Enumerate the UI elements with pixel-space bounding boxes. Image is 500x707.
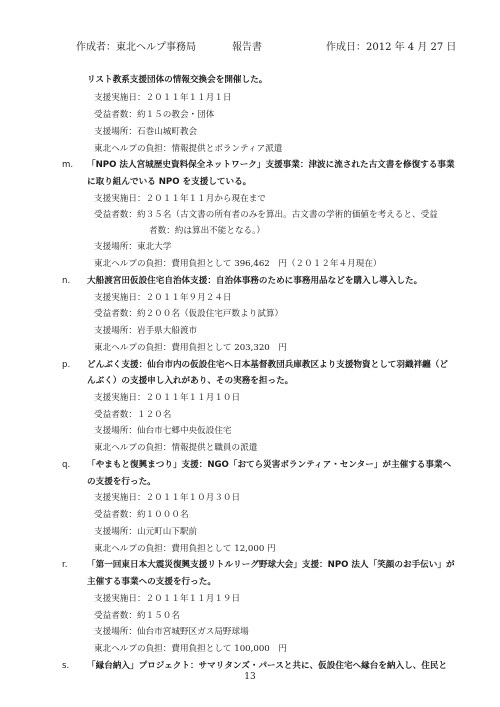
item-p-title-cont: んぶく）の支援申し入れがあり、その実務を担った。	[87, 376, 294, 387]
intro-date: 支援実施日：２０１１年１１月１日	[94, 93, 232, 104]
header-author: 作成者：東北ヘルプ事務局	[76, 42, 196, 53]
item-q-beneficiaries: 受益者数：約１０００名	[94, 510, 189, 521]
item-m-beneficiaries: 受益者数：約３５名（古文書の所有者のみを算出。古文書の学術的価値を考えると、受益	[94, 210, 438, 221]
intro-burden: 東北ヘルプの負担：情報提供とボランティア派遣	[94, 143, 283, 154]
item-r-date: 支援実施日：２０１１年１１月１９日	[94, 593, 241, 604]
item-n-burden: 東北ヘルプの負担：費用負担として 203,320 円	[94, 342, 287, 353]
item-n-date: 支援実施日：２０１１年９月２４日	[94, 292, 232, 303]
item-m-title: 「NPO 法人宮城歴史資料保全ネットワーク」支援事業：津波に流された古文書を修復する事業	[87, 160, 455, 171]
item-n-beneficiaries: 受益者数：約２００名（仮設住宅戸数より試算）	[94, 309, 284, 320]
item-m-burden: 東北ヘルプの負担：費用負担として 396,462 円（２０１２年４月現在）	[94, 259, 382, 270]
item-m-beneficiaries-cont: 者数：約は算出不能となる。）	[149, 225, 266, 236]
item-q-location: 支援場所：山元町山下駅前	[94, 526, 198, 537]
item-r-beneficiaries: 受益者数：約１５０名	[94, 610, 180, 621]
item-n-title: 大船渡宮田仮設住宅自治体支援：自治体事務のために事務用品などを購入し導入した。	[87, 275, 423, 286]
page-number: 13	[244, 672, 256, 682]
item-p-beneficiaries: 受益者数：１２０名	[94, 409, 172, 420]
item-m-location: 支援場所：東北大学	[94, 242, 172, 253]
item-q-marker: q.	[62, 459, 71, 470]
item-m-title-cont: に取り組んでいる NPO を支援している。	[87, 177, 252, 188]
item-s-title: 「縁台納入」プロジェクト：サマリタンズ・パースと共に、仮設住宅へ縁台を納入し、住民と	[87, 660, 448, 671]
item-n-location: 支援場所：岩手県大船渡市	[94, 326, 198, 337]
header-doc-type: 報告書	[232, 42, 262, 53]
header-date: 作成日：2012 年 4 月 27 日	[326, 42, 457, 53]
item-s-marker: s.	[62, 660, 70, 671]
item-p-title: どんぶく支援：仙台市内の仮設住宅へ日本基督教団兵庫教区より支援物資として羽織袢纏（ど	[87, 359, 448, 370]
item-q-date: 支援実施日：２０１１年１０月３０日	[94, 493, 241, 504]
item-m-marker: m.	[62, 160, 74, 171]
item-p-burden: 東北ヘルプの負担：情報提供と職員の派遣	[94, 443, 258, 454]
item-r-marker: r.	[62, 560, 68, 571]
page-header	[0, 38, 500, 52]
item-q-title-cont: の支援を行った。	[87, 476, 156, 487]
intro-location: 支援場所：石巻山城町教会	[94, 126, 198, 137]
item-q-title: 「やまもと復興まつり」支援：NGO「おてら災害ボランティア・センター」が主催する事業へ	[87, 459, 452, 470]
item-q-burden: 東北ヘルプの負担：費用負担として 12,000 円	[94, 543, 276, 554]
item-r-title: 「第一回東日本大震災復興支援リトルリーグ野球大会」支援：NPO 法人「笑顔のお手伝い」が	[87, 560, 455, 571]
item-p-date: 支援実施日：２０１１年１１月１０日	[94, 393, 241, 403]
item-r-burden: 東北ヘルプの負担：費用負担として 100,000 円	[94, 644, 287, 655]
item-p-location: 支援場所：仙台市七郷中央仮設住宅	[94, 426, 232, 437]
item-r-title-cont: 主催する事業への支援を行った。	[87, 577, 216, 588]
item-r-location: 支援場所：仙台市宮城野区ガス局野球場	[94, 627, 249, 638]
intro-continuation: リスト教系支援団体の情報交換会を開催した。	[87, 75, 268, 85]
item-m-date: 支援実施日：２０１１年１１月から現在まで	[94, 193, 266, 204]
item-p-marker: p.	[62, 359, 71, 370]
item-n-marker: n.	[62, 275, 71, 286]
intro-beneficiaries: 受益者数：約１５の教会・団体	[94, 110, 215, 121]
